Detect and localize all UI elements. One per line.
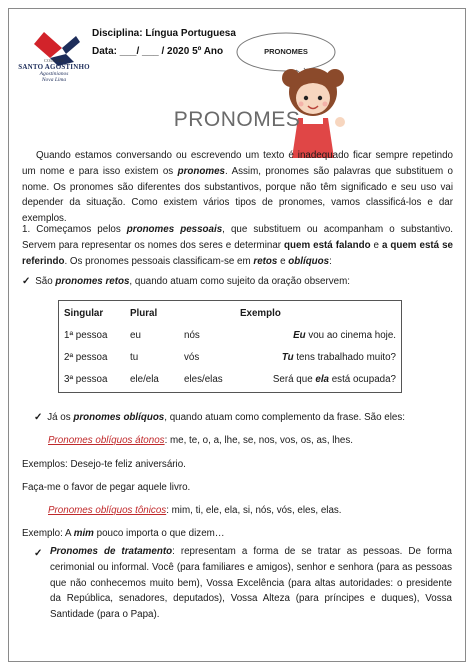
row3-plural: eles/elas bbox=[184, 373, 223, 385]
atonos-label: Pronomes oblíquos átonos bbox=[48, 435, 165, 446]
row1-plural: nós bbox=[184, 329, 200, 341]
row2-example-rest: tens trabalhado muito? bbox=[293, 351, 396, 363]
example-line-3 bbox=[22, 528, 225, 539]
check-icon: ✓ bbox=[34, 548, 43, 559]
pessoais-term: pronomes pessoais bbox=[126, 224, 223, 235]
logo-line3: Agostinianos bbox=[39, 71, 69, 77]
atonos-list: : me, te, o, a, lhe, se, nos, vos, os, as, lhes. bbox=[164, 435, 353, 446]
example3-pronoun: mim bbox=[73, 528, 94, 539]
row1-singular: eu bbox=[130, 329, 141, 341]
pessoais-who-referred: a quem está se referindo bbox=[22, 239, 453, 267]
table-row bbox=[60, 346, 400, 368]
row2-person: 2ª pessoa bbox=[64, 351, 108, 363]
row2-plural: vós bbox=[184, 351, 200, 363]
tonicos-list: : mim, ti, ele, ela, si, nós, vós, eles, elas. bbox=[166, 505, 342, 516]
logo-line2: SANTO AGOSTINHO bbox=[18, 63, 90, 71]
intro-text-a: Quando estamos conversando ou escrevendo um texto é inadequado ficar sempre repetindo um nome e para isso existem os bbox=[22, 150, 453, 177]
check-icon: ✓ bbox=[22, 276, 31, 287]
retos-term: pronomes retos bbox=[55, 276, 130, 287]
date-line: Data: ___/ ___ / 2020 5º Ano bbox=[92, 46, 224, 57]
tratamento-paragraph bbox=[50, 544, 452, 623]
row1-example-rest: vou ao cinema hoje. bbox=[305, 329, 396, 341]
logo-line4: Nova Lima bbox=[41, 77, 67, 83]
tonicos-line bbox=[48, 505, 342, 516]
bubble-label: PRONOMES bbox=[264, 47, 308, 56]
row1-person: 1ª pessoa bbox=[64, 329, 108, 341]
pessoais-who-speaks: quem está falando bbox=[284, 239, 371, 251]
obliquos-term: pronomes oblíquos bbox=[73, 412, 165, 423]
pessoais-retos: retos bbox=[253, 255, 278, 267]
row1-example bbox=[236, 324, 400, 346]
row2-example bbox=[236, 346, 400, 368]
tratamento-text: : representam a forma de se tratar as pessoas. De forma cerimonial ou informal. Você (para familiares e amigos), senhor e senhora (para as pessoas que não conhecemos muito bem), Vossa Excelência (para altas autoridades: o presidente da República, senadores, deputados), Vossa Alteza (para príncipes e duques), Vossa Santidade (para o Papa). bbox=[50, 546, 452, 621]
pessoais-text-c: , que substituem ou acompanham o substantivo. Servem para representar os nomes dos seres e determinar bbox=[22, 224, 454, 251]
header-singular: Singular bbox=[64, 307, 104, 319]
row3-person: 3ª pessoa bbox=[64, 373, 108, 385]
tratamento-term: Pronomes de tratamento bbox=[50, 546, 173, 557]
row2-example-pronoun: Tu bbox=[281, 351, 294, 363]
obliquos-text-c: , quando atuam como complemento da frase. São eles: bbox=[164, 412, 405, 423]
example3-text-a: Exemplo: A bbox=[22, 528, 74, 539]
example3-text-c: pouco importa o que dizem… bbox=[93, 528, 225, 539]
retos-text-c: , quando atuam como sujeito da oração observem: bbox=[129, 276, 350, 287]
intro-term: pronomes bbox=[177, 165, 225, 177]
example-line-1: Exemplos: Desejo-te feliz aniversário. bbox=[22, 459, 186, 470]
table-header-row bbox=[60, 302, 400, 324]
row3-example-pre: Será que bbox=[272, 373, 316, 385]
row3-example-pronoun: ela bbox=[315, 373, 329, 385]
obliquos-bullet bbox=[34, 412, 405, 423]
row3-example-rest: está ocupada? bbox=[329, 373, 396, 385]
row3-example bbox=[236, 368, 400, 390]
pessoais-text-g: . Os pronomes pessoais classificam-se em bbox=[64, 255, 254, 267]
pessoais-text-k: : bbox=[329, 255, 332, 267]
page-title: PRONOMES bbox=[173, 108, 301, 131]
row3-singular: ele/ela bbox=[130, 373, 159, 385]
row2-singular: tu bbox=[130, 351, 139, 363]
intro-paragraph bbox=[22, 148, 453, 227]
table-row bbox=[60, 324, 400, 346]
retos-bullet bbox=[22, 276, 350, 287]
pronouns-table bbox=[60, 302, 400, 390]
atonos-line bbox=[48, 435, 353, 446]
pessoais-obliquos: oblíquos bbox=[288, 255, 330, 267]
check-icon: ✓ bbox=[34, 412, 43, 423]
tonicos-label: Pronomes oblíquos tônicos bbox=[48, 505, 167, 516]
logo-line1: COLÉGIO bbox=[44, 58, 64, 63]
intro-text-c: . Assim, pronomes são palavras que substituem o nome. Os pronomes são diferentes dos substantivos, porque não têm significado e seu uso vai depender da situação. Como existem vários tipos de pronomes, vamos classificá-los e dar exemplos. bbox=[22, 165, 454, 225]
header-plural: Plural bbox=[130, 307, 158, 319]
pessoais-text-a: 1. Começamos pelos bbox=[22, 224, 127, 235]
pessoais-text-e: e bbox=[370, 239, 382, 251]
school-logo-text bbox=[14, 58, 94, 83]
obliquos-text-a: Já os bbox=[47, 412, 74, 423]
subject-line: Disciplina: Língua Portuguesa bbox=[92, 28, 236, 39]
pessoais-paragraph bbox=[22, 222, 453, 269]
example-line-2: Faça-me o favor de pegar aquele livro. bbox=[22, 482, 191, 493]
row1-example-pronoun: Eu bbox=[293, 329, 306, 341]
pessoais-text-i: e bbox=[277, 255, 289, 267]
retos-text-a: São bbox=[35, 276, 56, 287]
header-exemplo: Exemplo bbox=[240, 307, 281, 319]
table-row bbox=[60, 368, 400, 390]
